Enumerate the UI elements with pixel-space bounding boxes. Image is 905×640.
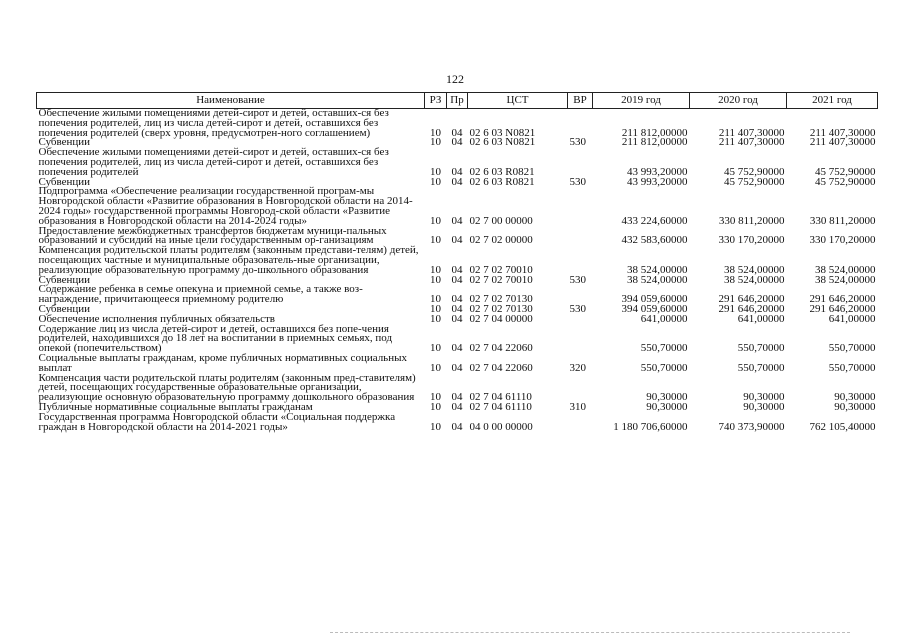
row-2021: 90,30000 bbox=[834, 400, 876, 413]
row-2021: 211 407,30000 bbox=[809, 136, 876, 149]
row-2019: 211 812,00000 bbox=[621, 136, 688, 149]
row-2021: 291 646,20000 bbox=[809, 293, 876, 306]
row-2020: 330 811,20000 bbox=[718, 214, 785, 227]
row-cst: 02 7 04 61110 bbox=[469, 391, 532, 404]
row-name: Обеспечение жилыми помещениями детей-сирот и детей, оставших-ся без попечения родителей, лиц из числа детей-сирот и детей, оставшихся без попечения родителей (сверх уровня, предусмотрен-ного соглашением) bbox=[38, 107, 389, 139]
row-name: Государственная программа Новгородской области «Социальная поддержка граждан в Новгородской области на 2014-2021 годы» bbox=[38, 410, 396, 433]
row-2019: 90,30000 bbox=[646, 400, 688, 413]
row-pr: 04 bbox=[451, 312, 463, 325]
row-2021: 550,70000 bbox=[828, 361, 876, 374]
row-name: Обеспечение жилыми помещениями детей-сирот и детей, оставших-ся без попечения родителей, лиц из числа детей-сирот и детей, оставшихся без попечения родителей bbox=[38, 146, 389, 178]
row-vr bbox=[568, 285, 593, 305]
table-row bbox=[37, 325, 878, 354]
row-cst: 02 7 04 22060 bbox=[469, 361, 533, 374]
header-2020: 2020 год bbox=[690, 93, 787, 109]
row-pr: 04 bbox=[451, 293, 463, 306]
row-pr: 04 bbox=[451, 175, 463, 188]
table-row bbox=[37, 285, 878, 305]
row-rz: 10 bbox=[430, 273, 441, 286]
row-rz: 10 bbox=[430, 126, 441, 139]
row-pr: 04 bbox=[451, 400, 463, 413]
row-cst: 02 7 04 61110 bbox=[469, 400, 532, 413]
row-name: Предоставление межбюджетных трансфертов бюджетам муници-пальных образований и субсидий на иные цели государственным ор-ганизациям bbox=[38, 224, 387, 247]
row-pr: 04 bbox=[451, 126, 463, 139]
row-2019: 550,70000 bbox=[640, 361, 688, 374]
row-pr: 04 bbox=[451, 302, 463, 315]
row-vr: 530 bbox=[569, 136, 586, 149]
row-vr: 320 bbox=[569, 361, 586, 374]
row-cst: 02 7 02 70010 bbox=[469, 273, 533, 286]
row-vr: 310 bbox=[569, 400, 586, 413]
header-name: Наименование bbox=[37, 93, 425, 109]
row-cst: 02 7 02 00000 bbox=[469, 234, 533, 247]
row-2021: 291 646,20000 bbox=[809, 302, 876, 315]
row-name: Содержание лиц из числа детей-сирот и детей, оставшихся без попе-чения родителей, находившихся до 18 лет на воспитании в приемных семьях, под опекой (попечительством) bbox=[38, 322, 393, 355]
row-2021: 762 105,40000 bbox=[809, 420, 876, 433]
header-2021: 2021 год bbox=[787, 93, 878, 109]
row-2019: 1 180 706,60000 bbox=[613, 420, 688, 433]
row-vr bbox=[568, 374, 593, 403]
row-rz: 10 bbox=[430, 165, 441, 178]
row-rz: 10 bbox=[430, 391, 441, 404]
row-cst: 02 7 02 70130 bbox=[469, 302, 533, 315]
row-pr: 04 bbox=[451, 273, 463, 286]
row-2021: 45 752,90000 bbox=[815, 165, 876, 178]
row-2020: 550,70000 bbox=[737, 361, 785, 374]
row-2020: 211 407,30000 bbox=[718, 126, 785, 139]
row-2021: 641,00000 bbox=[828, 312, 876, 325]
row-pr: 04 bbox=[451, 136, 463, 149]
row-cst: 02 7 02 70010 bbox=[469, 263, 533, 276]
row-rz: 10 bbox=[430, 420, 441, 433]
row-name: Социальные выплаты гражданам, кроме публичных нормативных социальных выплат bbox=[38, 351, 407, 374]
row-name: Субвенции bbox=[38, 175, 91, 188]
row-name: Субвенции bbox=[38, 136, 91, 149]
row-2020: 211 407,30000 bbox=[718, 136, 785, 149]
row-name: Субвенции bbox=[38, 273, 91, 286]
row-2021: 330 811,20000 bbox=[809, 214, 876, 227]
row-rz: 10 bbox=[430, 302, 441, 315]
row-2021: 550,70000 bbox=[828, 342, 876, 355]
row-2019: 211 812,00000 bbox=[621, 126, 688, 139]
row-name: Обеспечение исполнения публичных обязательств bbox=[38, 312, 276, 325]
row-cst: 04 0 00 00000 bbox=[469, 420, 533, 433]
row-vr bbox=[568, 325, 593, 354]
row-rz: 10 bbox=[430, 400, 441, 413]
footer-divider bbox=[330, 632, 850, 633]
row-cst: 02 6 03 R0821 bbox=[469, 165, 535, 178]
row-2019: 38 524,00000 bbox=[627, 273, 688, 286]
row-2020: 45 752,90000 bbox=[724, 175, 785, 188]
row-rz: 10 bbox=[430, 234, 441, 247]
row-cst: 02 7 00 00000 bbox=[469, 214, 533, 227]
row-2019: 38 524,00000 bbox=[627, 263, 688, 276]
row-2019: 394 059,60000 bbox=[621, 302, 688, 315]
row-2019: 394 059,60000 bbox=[621, 293, 688, 306]
row-vr: 530 bbox=[569, 273, 586, 286]
row-cst: 02 7 04 00000 bbox=[469, 312, 533, 325]
row-rz: 10 bbox=[430, 214, 441, 227]
header-vr: ВР bbox=[568, 93, 593, 109]
row-name: Компенсация родительской платы родителям (законным представи-телям) детей, посещающих частные и муниципальные образователь-ные организации, реализующие образовательную программу до-школьного образования bbox=[38, 244, 419, 276]
budget-table bbox=[36, 92, 878, 432]
row-rz: 10 bbox=[430, 136, 441, 149]
row-pr: 04 bbox=[451, 420, 463, 433]
row-vr bbox=[568, 148, 593, 177]
row-2019: 43 993,20000 bbox=[627, 175, 688, 188]
row-rz: 10 bbox=[430, 175, 441, 188]
row-pr: 04 bbox=[451, 234, 463, 247]
table-row bbox=[37, 187, 878, 226]
row-2021: 330 170,20000 bbox=[809, 234, 876, 247]
row-2019: 433 224,60000 bbox=[621, 214, 688, 227]
row-vr: 530 bbox=[569, 175, 586, 188]
table-row bbox=[37, 354, 878, 374]
row-cst: 02 6 03 N0821 bbox=[469, 136, 536, 149]
row-2020: 90,30000 bbox=[743, 400, 785, 413]
row-name: Подпрограмма «Обеспечение реализации государственной програм-мы Новгородской области «Развитие образования в Новгородской области на 2014-2024 годы» государственной программы Новгород-ской области «Развитие образования в Новгородской области на 2014-2024 годы» bbox=[38, 185, 413, 227]
header-cst: ЦСТ bbox=[468, 93, 568, 109]
row-2019: 641,00000 bbox=[640, 312, 688, 325]
table-row bbox=[37, 413, 878, 433]
row-cst: 02 7 02 70130 bbox=[469, 293, 533, 306]
row-2019: 550,70000 bbox=[640, 342, 688, 355]
row-cst: 02 6 03 R0821 bbox=[469, 175, 535, 188]
row-pr: 04 bbox=[451, 342, 463, 355]
row-2021: 45 752,90000 bbox=[815, 175, 876, 188]
row-2020: 291 646,20000 bbox=[718, 293, 785, 306]
table-row bbox=[37, 109, 878, 139]
row-pr: 04 bbox=[451, 165, 463, 178]
row-name: Содержание ребенка в семье опекуна и приемной семье, а также воз-награждение, причитающееся приемному родителю bbox=[38, 283, 363, 306]
row-pr: 04 bbox=[451, 263, 463, 276]
row-vr bbox=[568, 246, 593, 275]
row-2020: 550,70000 bbox=[737, 342, 785, 355]
row-vr bbox=[568, 413, 593, 433]
row-2020: 641,00000 bbox=[737, 312, 785, 325]
row-vr bbox=[568, 315, 593, 325]
row-2020: 90,30000 bbox=[743, 391, 785, 404]
row-rz: 10 bbox=[430, 361, 441, 374]
row-rz: 10 bbox=[430, 312, 441, 325]
row-2020: 45 752,90000 bbox=[724, 165, 785, 178]
row-rz: 10 bbox=[430, 342, 441, 355]
row-name: Публичные нормативные социальные выплаты гражданам bbox=[38, 400, 313, 413]
row-name: Субвенции bbox=[38, 302, 91, 315]
table-row bbox=[37, 374, 878, 403]
row-pr: 04 bbox=[451, 214, 463, 227]
row-2021: 90,30000 bbox=[834, 391, 876, 404]
row-2020: 38 524,00000 bbox=[724, 263, 785, 276]
row-vr bbox=[568, 187, 593, 226]
row-2019: 432 583,60000 bbox=[621, 234, 688, 247]
row-2020: 291 646,20000 bbox=[718, 302, 785, 315]
row-rz: 10 bbox=[430, 293, 441, 306]
row-cst: 02 7 04 22060 bbox=[469, 342, 533, 355]
row-pr: 04 bbox=[451, 361, 463, 374]
header-2019: 2019 год bbox=[593, 93, 690, 109]
row-2019: 43 993,20000 bbox=[627, 165, 688, 178]
row-vr bbox=[568, 109, 593, 139]
header-pr: Пр bbox=[447, 93, 468, 109]
row-rz: 10 bbox=[430, 263, 441, 276]
row-name: Компенсация части родительской платы родителям (законным пред-ставителям) детей, посещающих государственные образовательные организации, реализующие основную образовательную программу дошкольного образования bbox=[38, 371, 416, 404]
row-2020: 38 524,00000 bbox=[724, 273, 785, 286]
table-row bbox=[37, 148, 878, 177]
row-cst: 02 6 03 N0821 bbox=[469, 126, 536, 139]
row-vr: 530 bbox=[569, 302, 586, 315]
row-pr: 04 bbox=[451, 391, 463, 404]
page-number: 122 bbox=[446, 72, 464, 86]
table-row bbox=[37, 246, 878, 275]
header-rz: РЗ bbox=[425, 93, 447, 109]
row-2021: 38 524,00000 bbox=[815, 273, 876, 286]
row-vr bbox=[568, 227, 593, 247]
row-2019: 90,30000 bbox=[646, 391, 688, 404]
row-2020: 330 170,20000 bbox=[718, 234, 785, 247]
row-2020: 740 373,90000 bbox=[718, 420, 785, 433]
row-2021: 38 524,00000 bbox=[815, 263, 876, 276]
row-2021: 211 407,30000 bbox=[809, 126, 876, 139]
